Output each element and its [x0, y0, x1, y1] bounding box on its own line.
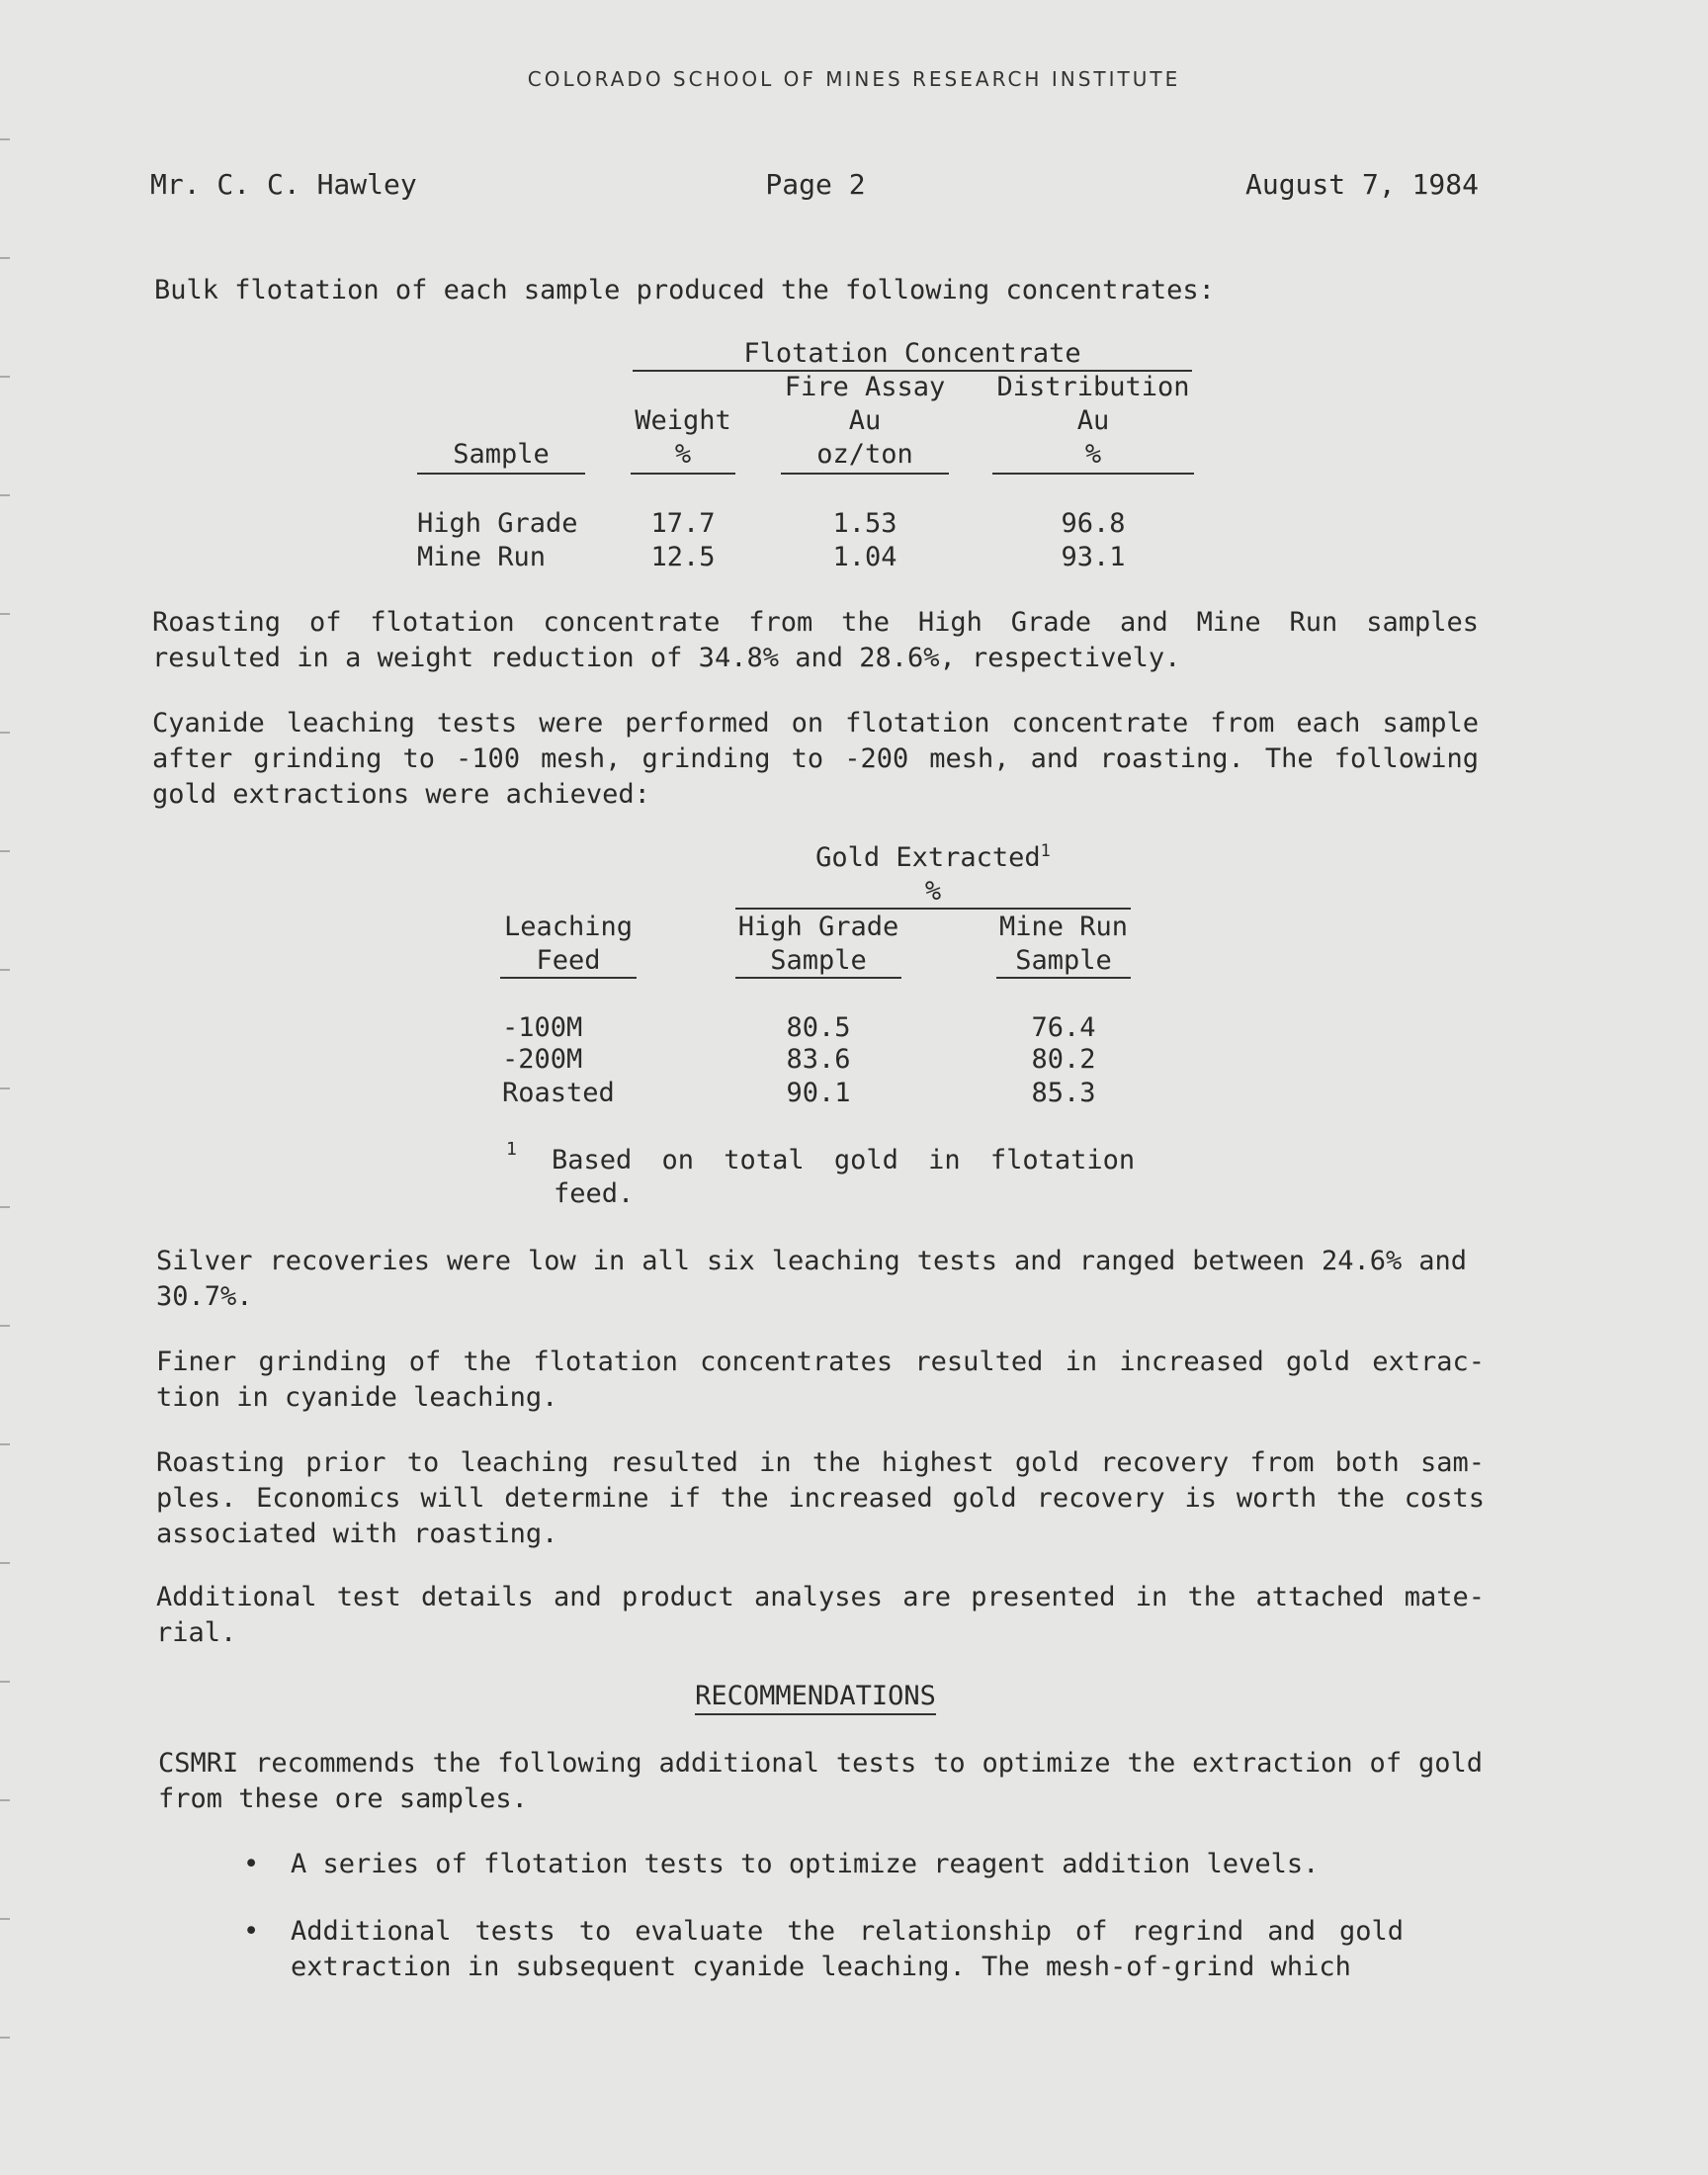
table2-col-mr-2: Sample — [1015, 945, 1112, 976]
table2-footnote-ref: 1 — [1040, 841, 1051, 861]
table1-row2-assay: 1.04 — [832, 542, 897, 572]
table1-rule-sample — [417, 473, 585, 475]
table1-row1-sample: High Grade — [417, 508, 578, 539]
table2-rule-mr — [996, 977, 1131, 979]
margin-tick — [0, 1799, 10, 1801]
table2-row2-hg: 83.6 — [786, 1044, 851, 1075]
recommendations-intro: CSMRI recommends the following additional tests to optimize the extraction of gold from these ore samples. — [158, 1748, 1483, 1814]
table2-row3-feed: Roasted — [502, 1078, 615, 1108]
margin-tick — [0, 1562, 10, 1564]
table1-row2-weight: 12.5 — [650, 542, 716, 572]
footnote-mark: 1 — [506, 1139, 517, 1160]
table2-group-rule — [735, 908, 1131, 910]
table1-col-assay-1: Fire Assay — [784, 372, 946, 402]
table1-row1-assay: 1.53 — [832, 508, 897, 539]
table1-col-dist-1: Distribution — [996, 372, 1190, 402]
finer-grinding-paragraph: Finer grinding of the flotation concentrates resulted in increased gold extrac- tion in cyanide leaching. — [156, 1347, 1485, 1413]
page-number: Page 2 — [765, 168, 866, 201]
table2-row2-mr: 80.2 — [1031, 1044, 1096, 1075]
cyanide-paragraph: Cyanide leaching tests were performed on flotation concentrate from each sample after grinding to -100 mesh, grinding to -200 mesh, and roasting. The following gold extractions were achieved: — [152, 708, 1479, 810]
intro-paragraph: Bulk flotation of each sample produced the following concentrates: — [154, 275, 1215, 305]
table1-col-dist-2: Au — [1076, 405, 1110, 436]
table2-group-unit: % — [924, 876, 942, 907]
table2-row3-mr: 85.3 — [1031, 1078, 1096, 1108]
recommendation-item-2: Additional tests to evaluate the relationship of regrind and gold extraction in subsequent cyanide leaching. The mesh-of-grind which — [291, 1916, 1404, 1982]
letterhead: COLORADO SCHOOL OF MINES RESEARCH INSTITUTE — [527, 67, 1181, 91]
footnote-line-2: feed. — [554, 1178, 635, 1209]
table1-rule-dist — [992, 473, 1194, 475]
margin-tick — [0, 613, 10, 615]
margin-tick — [0, 1206, 10, 1208]
additional-details-paragraph: Additional test details and product analyses are presented in the attached mate- rial. — [156, 1582, 1485, 1648]
bullet-marker: • — [243, 1849, 260, 1879]
margin-tick — [0, 376, 10, 378]
margin-tick — [0, 1443, 10, 1445]
table1-col-weight-2: % — [674, 439, 692, 470]
table1-row1-dist: 96.8 — [1061, 508, 1126, 539]
table2-row1-hg: 80.5 — [786, 1012, 851, 1043]
table1-rule-weight — [631, 473, 735, 475]
table2-rule-hg — [735, 977, 901, 979]
roasting-prior-paragraph: Roasting prior to leaching resulted in the highest gold recovery from both sam- ples. Economics will determine if the increased gold recovery is worth the costs associated with roasting. — [156, 1447, 1485, 1549]
margin-tick — [0, 1325, 10, 1327]
silver-paragraph: Silver recoveries were low in all six leaching tests and ranged between 24.6% and 30.7%. — [156, 1246, 1467, 1312]
table2-row1-feed: -100M — [502, 1012, 583, 1043]
table2-rule-feed — [500, 977, 637, 979]
table2-row1-mr: 76.4 — [1031, 1012, 1096, 1043]
margin-tick — [0, 732, 10, 734]
table1-row1-weight: 17.7 — [650, 508, 716, 539]
table1-row2-dist: 93.1 — [1061, 542, 1126, 572]
margin-tick — [0, 257, 10, 259]
table1-col-assay-3: oz/ton — [816, 439, 913, 470]
table2-col-mr-1: Mine Run — [998, 912, 1129, 942]
margin-tick — [0, 138, 10, 140]
table2-col-feed-1: Leaching — [503, 912, 634, 942]
margin-tick — [0, 494, 10, 496]
table1-row2-sample: Mine Run — [417, 542, 547, 572]
margin-tick — [0, 969, 10, 971]
letter-date: August 7, 1984 — [1244, 168, 1479, 201]
table1-col-sample: Sample — [453, 439, 550, 470]
margin-tick — [0, 1918, 10, 1920]
table2-group-title: Gold Extracted — [815, 842, 1041, 873]
roasting-paragraph: Roasting of flotation concentrate from the High Grade and Mine Run samples resulted in a weight reduction of 34.8% and 28.6%, respectively. — [152, 607, 1479, 673]
table2-col-hg-1: High Grade — [737, 912, 899, 942]
margin-tick — [0, 2037, 10, 2039]
footnote-line-1: Based on total gold in flotation — [552, 1145, 1136, 1175]
recommendations-title: RECOMMENDATIONS — [695, 1681, 936, 1715]
recipient: Mr. C. C. Hawley — [150, 168, 417, 201]
table1-rule-assay — [781, 473, 949, 475]
recommendation-item-1: A series of flotation tests to optimize reagent addition levels. — [291, 1849, 1320, 1879]
table2-row3-hg: 90.1 — [786, 1078, 851, 1108]
bullet-marker: • — [243, 1916, 260, 1947]
margin-tick — [0, 850, 10, 852]
table2-group-header — [735, 842, 1131, 873]
table1-col-weight-1: Weight — [635, 405, 731, 436]
table1-group-header: Flotation Concentrate — [743, 338, 1081, 369]
table2-col-feed-2: Feed — [536, 945, 601, 976]
table2-col-hg-2: Sample — [770, 945, 867, 976]
table2-row2-feed: -200M — [502, 1044, 583, 1075]
table1-col-dist-3: % — [1084, 439, 1102, 470]
table1-col-assay-2: Au — [848, 405, 882, 436]
margin-tick — [0, 1088, 10, 1089]
recommendations-heading — [0, 1681, 1631, 1711]
